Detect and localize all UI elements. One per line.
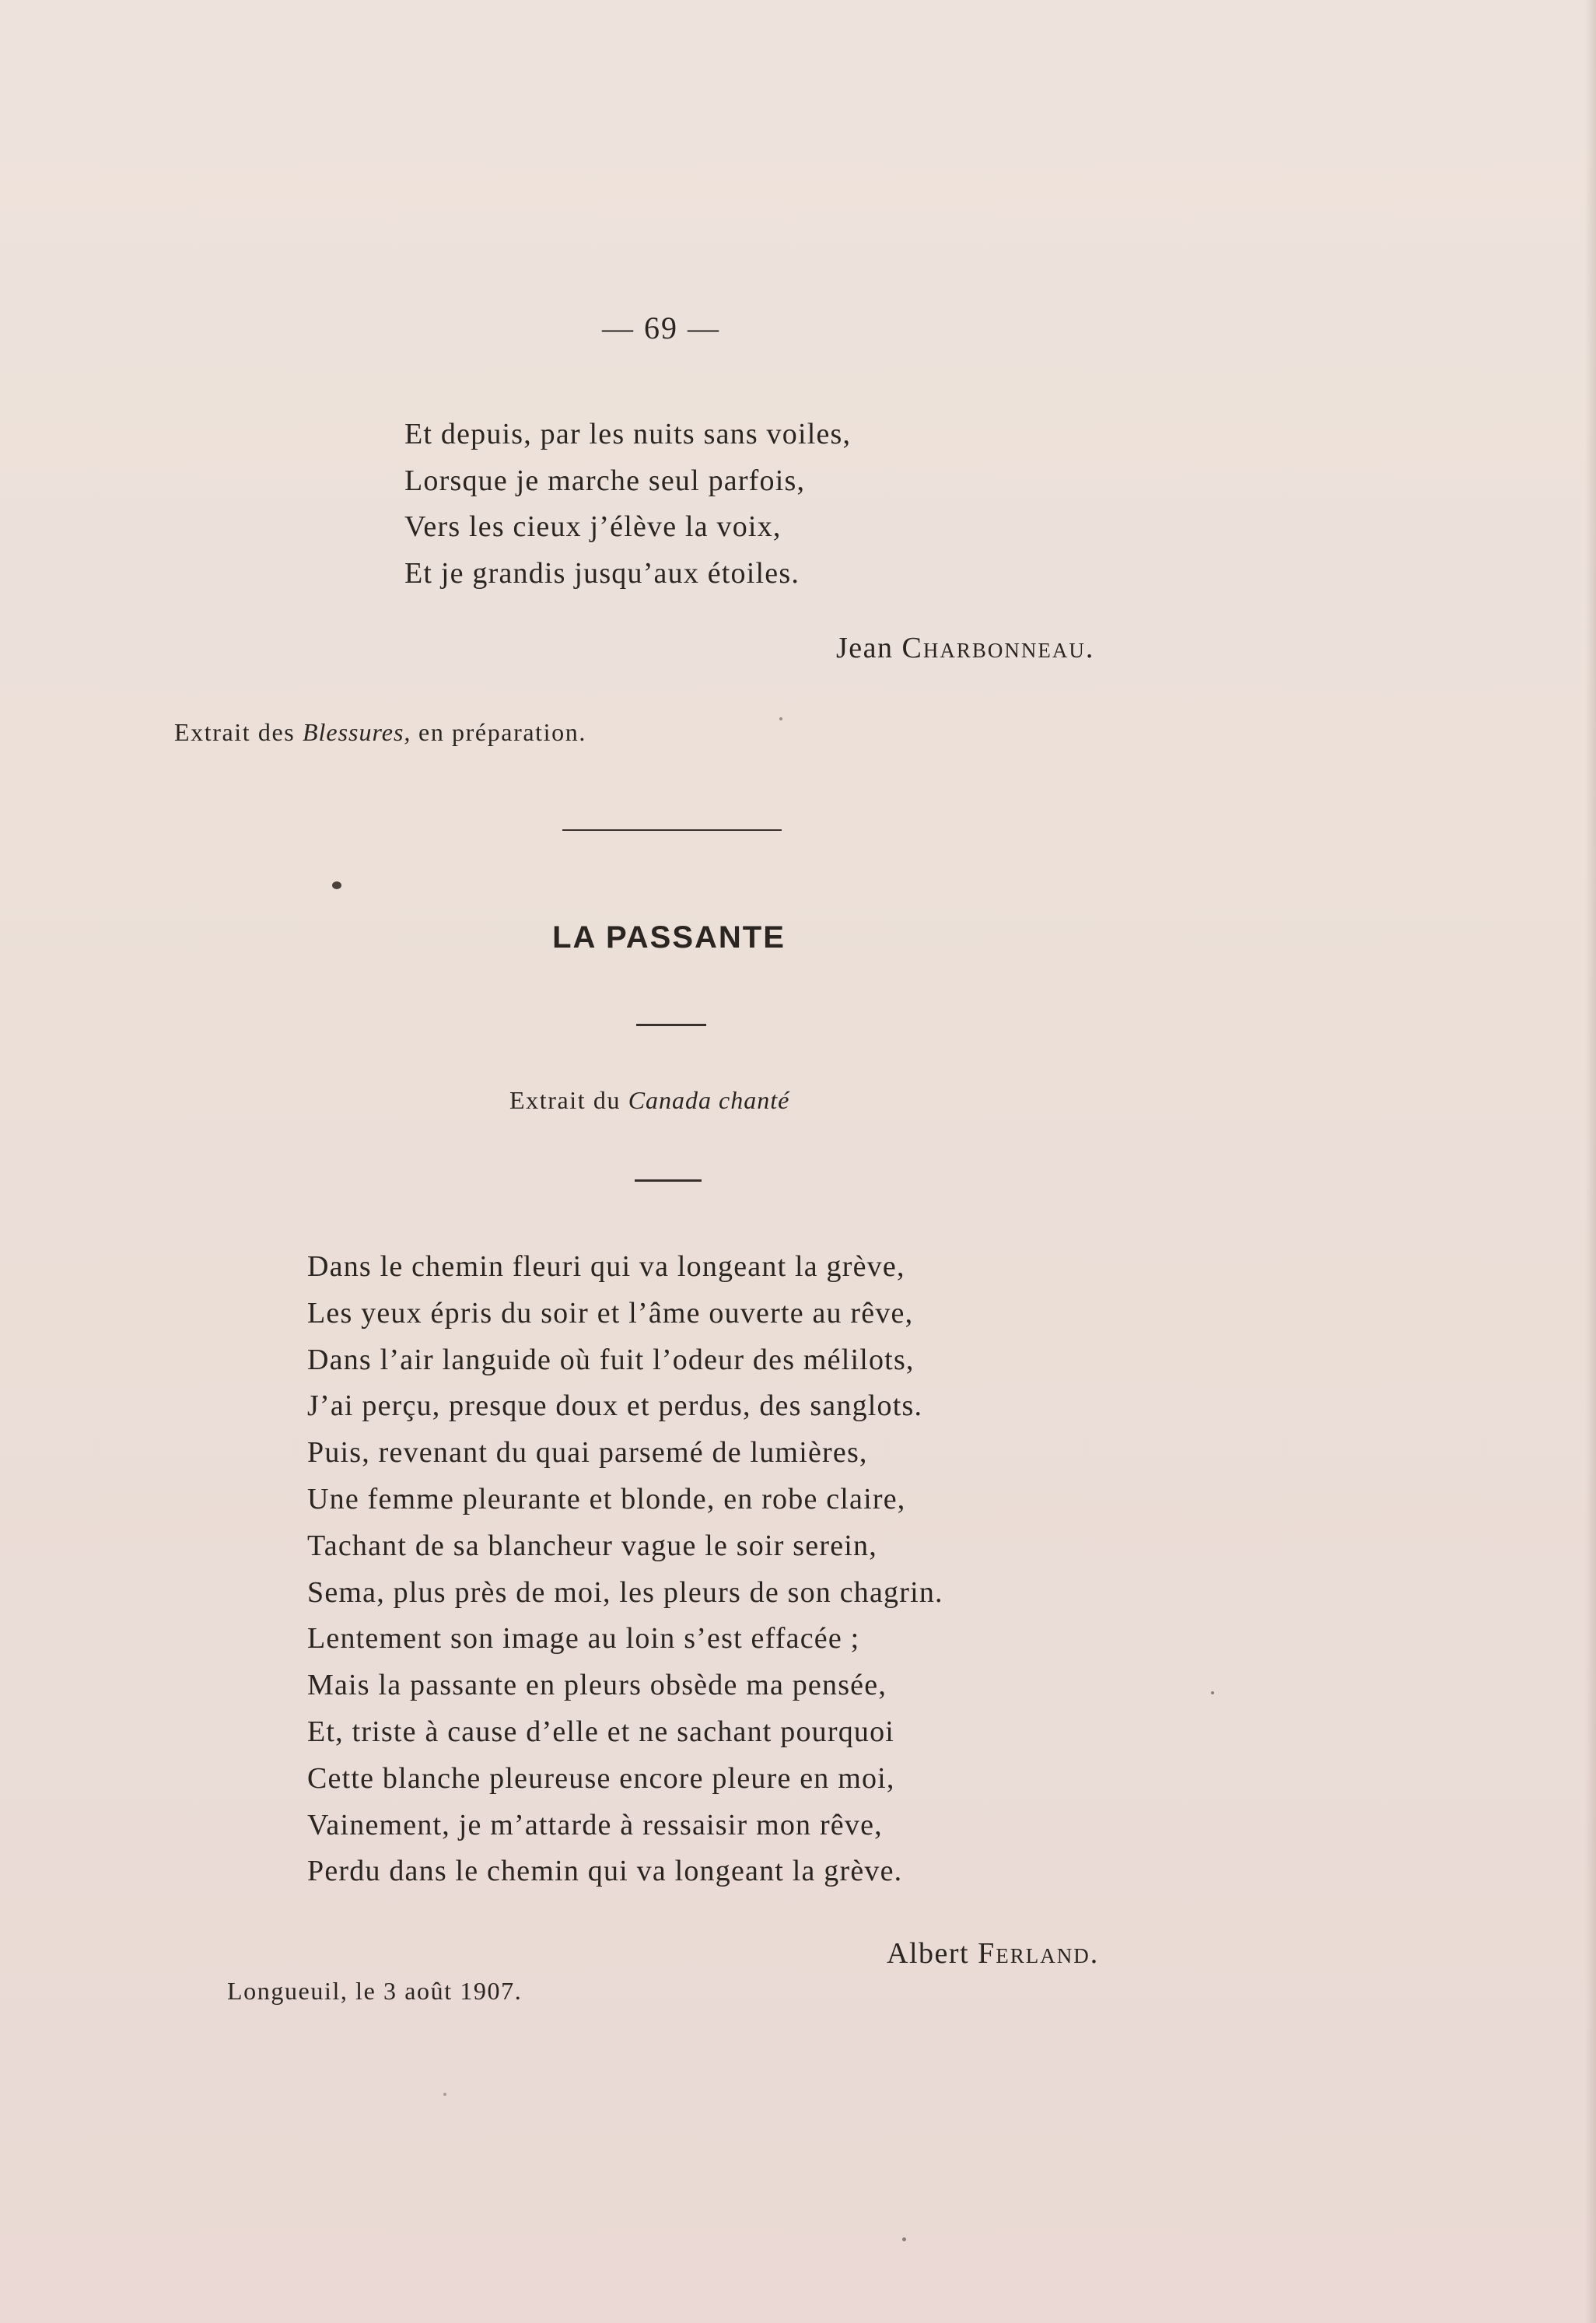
- verse-line: Et, triste à cause d’elle et ne sachant pourquoi: [307, 1715, 895, 1748]
- source-prefix: Extrait des: [174, 718, 296, 746]
- verse-line: Dans l’air languide où fuit l’odeur des mélilots,: [307, 1343, 915, 1376]
- verse-line: Et je grandis jusqu’aux étoiles.: [404, 556, 800, 590]
- author-first-name: Albert: [887, 1937, 970, 1970]
- source-note-canada-chante: [509, 1086, 789, 1115]
- source-note-blessures: [174, 718, 586, 747]
- ink-speck: [1211, 1691, 1214, 1694]
- verse-line: Vainement, je m’attarde à ressaisir mon rêve,: [307, 1808, 883, 1841]
- verse-line: Les yeux épris du soir et l’âme ouverte au rêve,: [307, 1296, 914, 1330]
- ink-speck: [443, 2093, 446, 2096]
- dateline: Longueuil, le 3 août 1907.: [227, 1977, 523, 2005]
- author-signature-charbonneau: [836, 631, 1094, 665]
- author-first-name: Jean: [836, 632, 894, 664]
- title-divider: [636, 1024, 706, 1026]
- verse-line: Lentement son image au loin s’est effacée ;: [307, 1622, 860, 1656]
- section-divider: [562, 829, 782, 831]
- page-number: — 69 —: [602, 310, 720, 345]
- verse-line: Vers les cieux j’élève la voix,: [404, 510, 782, 543]
- ink-speck: [779, 717, 782, 720]
- verse-line: Dans le chemin fleuri qui va longeant la grève,: [307, 1250, 905, 1283]
- page-edge-shadow: [1585, 0, 1596, 2323]
- author-surname: Ferland.: [978, 1937, 1100, 1970]
- source-suffix: en préparation.: [418, 718, 586, 746]
- poem-stanza-charbonneau: [404, 412, 851, 597]
- source-work-title: Blessures,: [302, 718, 411, 746]
- verse-line: Et depuis, par les nuits sans voiles,: [404, 418, 852, 450]
- author-surname: Charbonneau.: [901, 632, 1095, 664]
- subtitle-divider: [635, 1179, 702, 1182]
- verse-line: Perdu dans le chemin qui va longeant la grève.: [307, 1855, 903, 1888]
- ink-speck: [902, 2237, 906, 2241]
- verse-line: Sema, plus près de moi, les pleurs de son chagrin.: [307, 1575, 943, 1609]
- poem-stanza-passante: [307, 1244, 943, 1895]
- author-signature-ferland: [887, 1936, 1099, 1971]
- source-prefix: Extrait du: [509, 1086, 621, 1114]
- verse-line: Cette blanche pleureuse encore pleure en moi,: [307, 1761, 895, 1795]
- verse-line: Une femme pleurante et blonde, en robe claire,: [307, 1482, 906, 1515]
- verse-line: Tachant de sa blancheur vague le soir serein,: [307, 1529, 877, 1562]
- verse-line: J’ai perçu, presque doux et perdus, des sanglots.: [307, 1389, 923, 1423]
- ink-speck: [332, 881, 341, 889]
- source-work-title: Canada chanté: [628, 1086, 790, 1114]
- verse-line: Puis, revenant du quai parsemé de lumières,: [307, 1436, 868, 1470]
- poem-title: LA PASSANTE: [552, 920, 786, 955]
- verse-line: Mais la passante en pleurs obsède ma pensée,: [307, 1669, 887, 1702]
- verse-line: Lorsque je marche seul parfois,: [404, 464, 806, 497]
